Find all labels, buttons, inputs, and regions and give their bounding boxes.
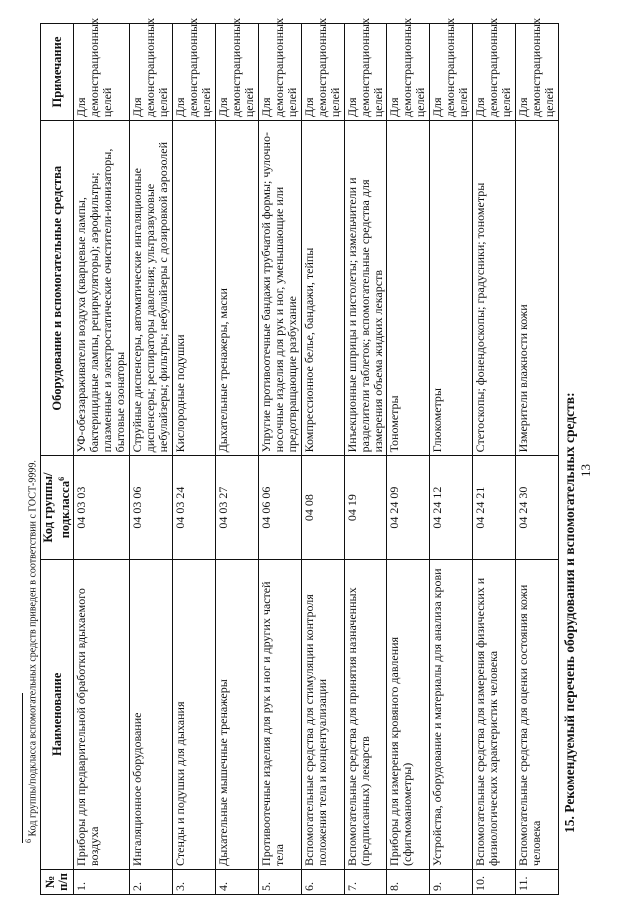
row-equipment: Измерители влажности кожи xyxy=(516,121,559,456)
row-code xyxy=(216,456,259,559)
row-equipment: Глюкометры xyxy=(430,121,473,456)
header-equipment: Оборудование и вспомогательные средства xyxy=(41,121,74,456)
equipment-table xyxy=(40,17,559,895)
row-equipment: Тонометры xyxy=(387,121,430,456)
table-row xyxy=(173,24,216,895)
table-row xyxy=(473,24,516,895)
row-equipment: Упругие противоотечные бандажи трубчатой формы; чулочно-носочные изделия для рук и ног, уменьшающие или предотвращающие разбухание xyxy=(258,121,301,456)
row-number: 3. xyxy=(173,869,216,894)
table-row xyxy=(516,24,559,895)
row-note: Для демонстрационных целей xyxy=(173,24,216,121)
row-note: Для демонстрационных целей xyxy=(344,24,387,121)
row-code-value: 04 03 27 xyxy=(216,486,230,529)
row-note: Для демонстрационных целей xyxy=(430,24,473,121)
row-note: Для демонстрационных целей xyxy=(258,24,301,121)
table-row xyxy=(74,24,130,895)
row-name: Вспомогательные средства для оценки состояния кожи человека xyxy=(516,559,559,869)
row-number: 4. xyxy=(216,869,259,894)
row-name: Вспомогательные средства для стимуляции контроля положения тела и концентуализации xyxy=(301,559,344,869)
row-number: 1. xyxy=(74,869,130,894)
row-equipment: УФ-обеззараживатели воздуха (кварцевые лампы, бактерицидные лампы, рециркуляторы); аэрофильтры; плазменные и электростатические очистители-ионизаторы, бытовые озонаторы xyxy=(74,121,130,456)
page-number: 13 xyxy=(578,464,593,477)
row-code xyxy=(516,456,559,559)
table-row xyxy=(387,24,430,895)
row-code-value: 04 24 12 xyxy=(430,486,445,529)
row-name: Стенды и подушки для дыхания xyxy=(173,559,216,869)
row-note: Для демонстрационных целей xyxy=(473,24,516,121)
row-code-value: 04 24 09 xyxy=(387,486,402,529)
row-name: Дыхательные мышечные тренажеры xyxy=(216,559,259,869)
header-num: № п/п xyxy=(41,869,74,894)
table-row xyxy=(130,24,173,895)
row-number: 10. xyxy=(473,869,516,894)
table-header-row xyxy=(41,24,74,895)
row-code xyxy=(130,456,173,559)
row-number: 6. xyxy=(301,869,344,894)
row-code-value: 04 03 24 xyxy=(173,486,188,529)
footnote-divider xyxy=(22,693,23,843)
row-equipment: Дыхательные тренажеры, маски xyxy=(216,121,259,456)
row-code xyxy=(74,456,130,559)
table-row xyxy=(258,24,301,895)
row-code-value: 04 24 30 xyxy=(516,486,531,529)
row-code-value: 04 06 06 xyxy=(258,486,273,529)
row-note: Для демонстрационных целей xyxy=(74,24,130,121)
row-equipment: Стетоскопы; фонендоскопы; градусники; тонометры xyxy=(473,121,516,456)
row-code-value: 04 03 06 xyxy=(130,486,145,529)
row-code-value: 04 08 xyxy=(301,494,316,522)
section-heading: 15. Рекомендуемый перечень оборудования и вспомогательных средств: xyxy=(562,392,577,833)
row-equipment: Кислородные подушки xyxy=(173,121,216,456)
table-row xyxy=(430,24,473,895)
row-number: 5. xyxy=(258,869,301,894)
table-row xyxy=(301,24,344,895)
row-note: Для демонстрационных целей xyxy=(387,24,430,121)
footnote xyxy=(24,460,38,843)
row-code xyxy=(387,456,430,559)
row-note: Для демонстрационных целей xyxy=(301,24,344,121)
row-note: Для демонстрационных целей xyxy=(516,24,559,121)
header-code-label: Код группы/подкласса xyxy=(41,472,73,543)
row-code-value: 04 19 xyxy=(344,494,359,522)
row-equipment: Компрессионное белье, бандажи, тейпы xyxy=(301,121,344,456)
row-code xyxy=(301,456,344,559)
row-code xyxy=(173,456,216,559)
row-equipment: Инъекционные шприцы и пистолеты; измельчители и разделители таблеток; вспомогательные средства для измерения объема жидких лекарств xyxy=(344,121,387,456)
header-name: Наименование xyxy=(41,559,74,869)
row-number: 2. xyxy=(130,869,173,894)
row-code xyxy=(473,456,516,559)
row-code xyxy=(344,456,387,559)
row-equipment: Струйные диспенсеры, автоматические ингаляционные диспенсеры; респираторы давления; ультразвуковые небулайзеры; фильтры; небулайзеры с дозировкой аэрозолей xyxy=(130,121,173,456)
header-code xyxy=(41,456,74,559)
row-note: Для демонстрационных целей xyxy=(130,24,173,121)
footnote-text: Код группы/подкласса вспомогательных средств приведен в соответствии с ГОСТ-9999. xyxy=(27,460,39,837)
row-name: Вспомогательные средства для измерения физических и физиологических характеристик человека xyxy=(473,559,516,869)
row-name: Устройства, оборудование и материалы для анализа крови xyxy=(430,559,473,869)
row-number: 9. xyxy=(430,869,473,894)
row-name: Ингаляционное оборудование xyxy=(130,559,173,869)
header-note: Примечание xyxy=(41,24,74,121)
row-code xyxy=(430,456,473,559)
table-row xyxy=(216,24,259,895)
table-row xyxy=(344,24,387,895)
row-name: Противоотечные изделия для рук и ног и других частей тела xyxy=(258,559,301,869)
row-number: 8. xyxy=(387,869,430,894)
row-name: Приборы для измерения кровяного давления (сфигмоманометры) xyxy=(387,559,430,869)
row-code-value: 04 03 03 xyxy=(74,486,89,529)
row-number: 11. xyxy=(516,869,559,894)
row-note: Для демонстрационных целей xyxy=(216,24,259,121)
footnote-marker: 6 xyxy=(24,839,33,843)
row-number: 7. xyxy=(344,869,387,894)
header-code-footnote-marker: 6 xyxy=(57,476,66,481)
row-code xyxy=(258,456,301,559)
row-code-value: 04 24 21 xyxy=(473,486,488,529)
row-name: Вспомогательные средства для принятия назначенных (предписанных) лекарств xyxy=(344,559,387,869)
row-name: Приборы для предварительной обработки вдыхаемого воздуха xyxy=(74,559,130,869)
